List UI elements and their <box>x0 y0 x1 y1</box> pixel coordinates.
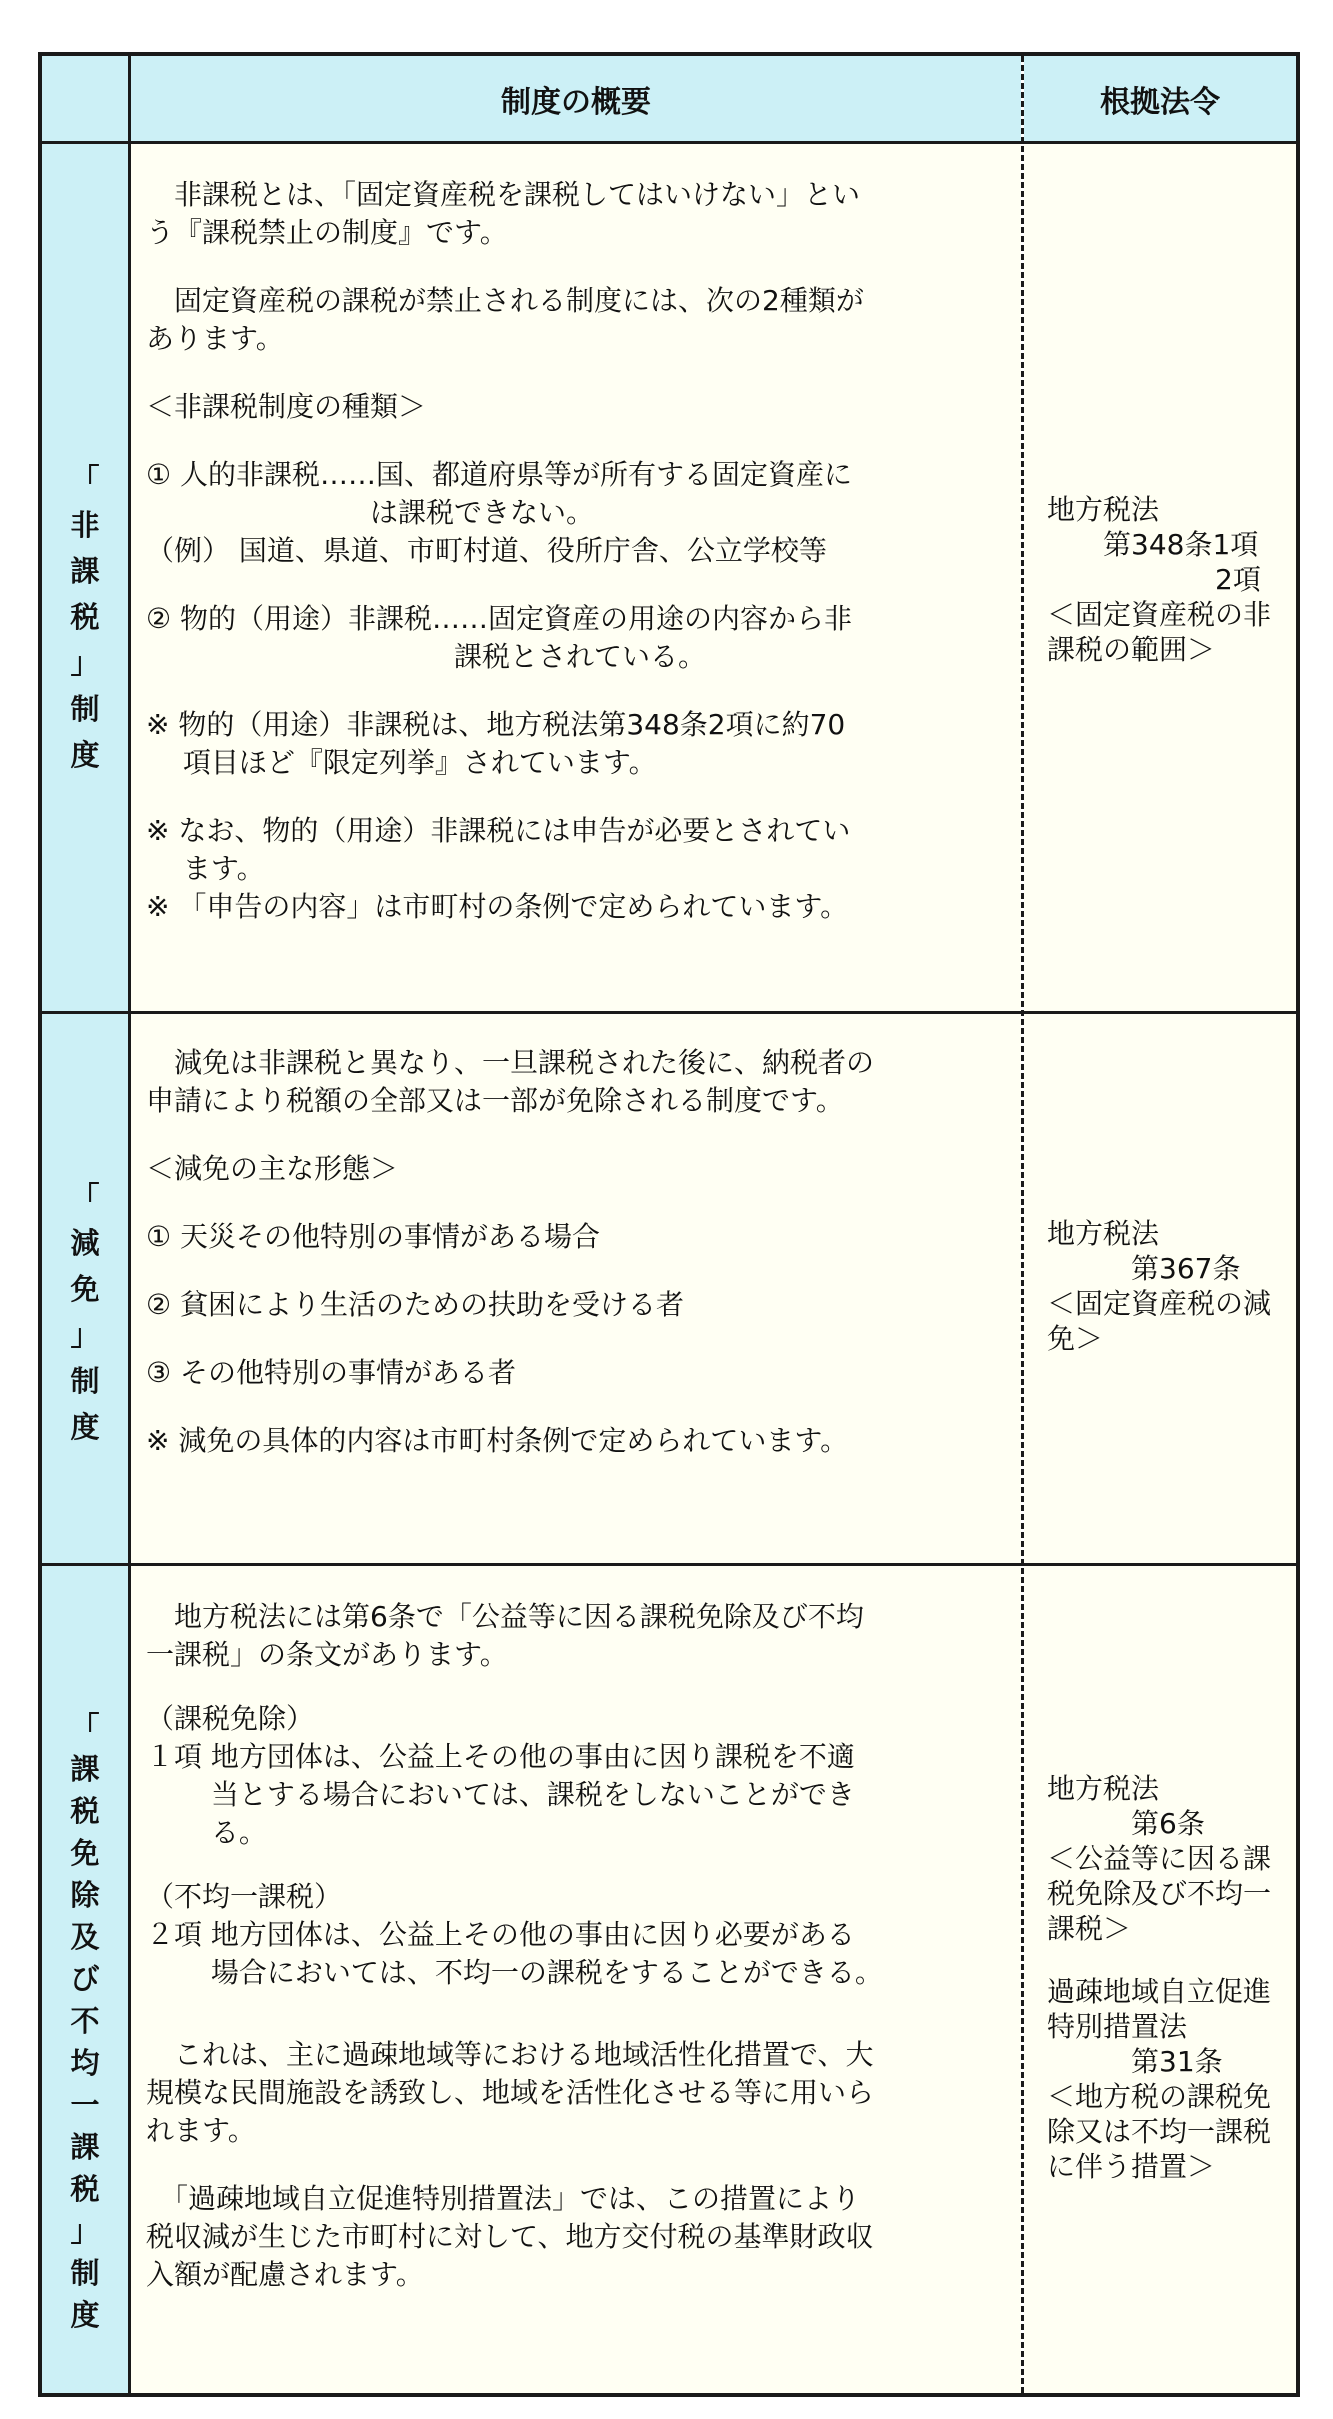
label-char: 」 <box>70 646 100 680</box>
label-char: 度 <box>70 1410 100 1444</box>
paragraph: 地方税法には第6条で「公益等に因る課税免除及び不均 一課税」の条文があります。 <box>146 1600 864 1671</box>
label-char: 制 <box>70 1364 100 1398</box>
overview-text-kazeimenjo <box>146 1598 1012 2294</box>
label-char: 免 <box>70 1272 100 1306</box>
paragraph: 減免は非課税と異なり、一旦課税された後に、納税者の 申請により税額の全部又は一部が免除される制度です。 <box>146 1046 875 1117</box>
paragraph: （課税免除） １項 地方団体は、公益上その他の事由に因り課税を不適 当とする場合においては、課税をしないことができ る。 <box>146 1702 855 1849</box>
label-char: 度 <box>70 738 100 772</box>
label-char: 度 <box>70 2298 100 2332</box>
paragraph: 「過疎地域自立促進特別措置法」では、この措置により 税収減が生じた市町村に対して、地方交付税の基準財政収 入額が配慮されます。 <box>146 2182 874 2291</box>
law-text-genmen <box>1047 1216 1297 1356</box>
paragraph: ※ 減免の具体的内容は市町村条例で定められています。 <box>146 1424 849 1457</box>
institution-table <box>38 52 1300 2397</box>
label-char: 税 <box>70 2172 100 2206</box>
header-law-label: 根拠法令 <box>1100 84 1220 120</box>
paragraph: ＜非課税制度の種類＞ <box>146 390 427 423</box>
paragraph: ① 人的非課税……国、都道府県等が所有する固定資産に は課税できない。 （例） 国道、県道、市町村道、役所庁舎、公立学校等 <box>146 458 853 567</box>
label-char: 課 <box>70 1752 100 1786</box>
law-paragraph: 地方税法 第6条 ＜公益等に因る課 税免除及び不均一 課税＞ <box>1047 1772 1272 1945</box>
label-char: 税 <box>70 1794 100 1828</box>
label-char: 」 <box>70 1318 100 1352</box>
header-corner-cell <box>42 56 128 141</box>
law-paragraph: 地方税法 第367条 ＜固定資産税の減 免＞ <box>1047 1217 1272 1355</box>
label-char: 課 <box>70 554 100 588</box>
grid-line <box>42 141 1296 144</box>
label-char: 税 <box>70 600 100 634</box>
paragraph: ② 貧困により生活のための扶助を受ける者 <box>146 1288 685 1321</box>
grid-line <box>42 1563 1296 1566</box>
label-char: 及 <box>70 1920 100 1954</box>
label-char: 制 <box>70 692 100 726</box>
row-label-hikazei <box>42 456 128 778</box>
label-char: 不 <box>70 2004 100 2038</box>
paragraph: （不均一課税） ２項 地方団体は、公益上その他の事由に因り必要がある 場合においては、不均一の課税をすることができる。 <box>146 1880 883 1989</box>
label-char: び <box>70 1962 100 1996</box>
law-text-hikazei <box>1047 492 1297 667</box>
paragraph: 非課税とは、「固定資産税を課税してはいけない」とい う『課税禁止の制度』です。 <box>146 178 861 249</box>
label-char: 課 <box>70 2130 100 2164</box>
paragraph: ② 物的（用途）非課税……固定資産の用途の内容から非 課税とされている。 <box>146 602 853 673</box>
law-paragraph: 過疎地域自立促進 特別措置法 第31条 ＜地方税の課税免 除又は不均一課税 に伴う措置＞ <box>1047 1975 1272 2183</box>
label-char: 「 <box>70 1710 100 1744</box>
grid-line <box>42 1011 1296 1014</box>
label-char: 非 <box>70 508 100 542</box>
paragraph: ① 天災その他特別の事情がある場合 <box>146 1220 601 1253</box>
label-char: 一 <box>70 2088 100 2122</box>
label-char: 減 <box>70 1226 100 1260</box>
header-overview-label: 制度の概要 <box>501 84 651 120</box>
row-label-kazeimenjo <box>42 1706 128 2336</box>
label-char: 均 <box>70 2046 100 2080</box>
paragraph: ＜減免の主な形態＞ <box>146 1152 399 1185</box>
law-paragraph: 地方税法 第348条1項 2項 ＜固定資産税の非 課税の範囲＞ <box>1047 493 1272 666</box>
grid-line-dashed <box>1021 56 1024 2393</box>
paragraph: ※ 物的（用途）非課税は、地方税法第348条2項に約70 項目ほど『限定列挙』されています。 <box>146 708 846 779</box>
header-law <box>1024 56 1296 141</box>
overview-text-hikazei <box>146 176 1012 926</box>
label-char: 「 <box>70 1180 100 1214</box>
row-label-genmen <box>42 1174 128 1450</box>
label-char: 免 <box>70 1836 100 1870</box>
overview-text-genmen <box>146 1044 1012 1460</box>
paragraph: ③ その他特別の事情がある者 <box>146 1356 517 1389</box>
header-overview <box>131 56 1021 141</box>
label-char: 除 <box>70 1878 100 1912</box>
label-char: 」 <box>70 2214 100 2248</box>
paragraph: ※ なお、物的（用途）非課税には申告が必要とされてい ます。 ※ 「申告の内容」は市町村の条例で定められています。 <box>146 814 851 923</box>
label-char: 「 <box>70 462 100 496</box>
law-text-kazeimenjo <box>1047 1771 1297 2184</box>
paragraph: これは、主に過疎地域等における地域活性化措置で、大 規模な民間施設を誘致し、地域を活性化させる等に用いら れます。 <box>146 2038 875 2147</box>
label-char: 制 <box>70 2256 100 2290</box>
grid-line <box>128 56 131 2393</box>
paragraph: 固定資産税の課税が禁止される制度には、次の2種類が あります。 <box>146 284 864 355</box>
